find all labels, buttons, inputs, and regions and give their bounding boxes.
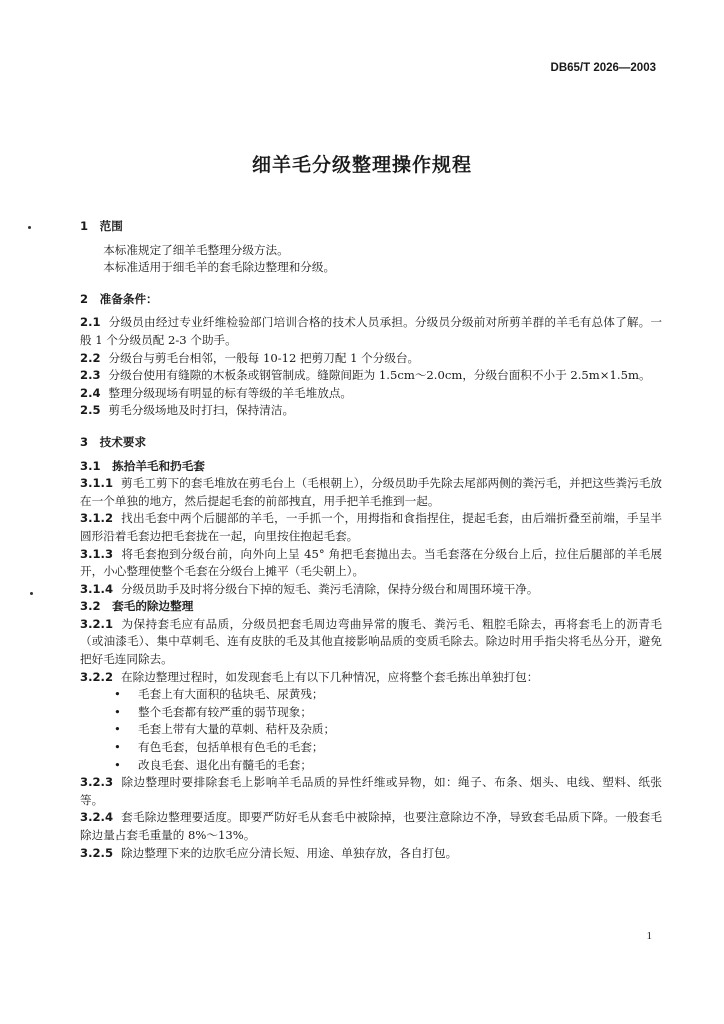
scan-speck	[28, 226, 31, 229]
list-item: • 毛套上有大面积的毡块毛、尿黄残；	[80, 686, 662, 704]
clause-3-1-4: 3.1.4 分级员助手及时将分级台下掉的短毛、粪污毛清除，保持分级台和周围环境干净。	[80, 581, 539, 596]
document-body	[80, 218, 662, 862]
clause-3-2-5: 3.2.5 除边整理下来的边肷毛应分清长短、用途、单独存放，各自打包。	[80, 845, 458, 860]
fleece-exception-list	[80, 686, 662, 774]
list-item: • 毛套上带有大量的草刺、秸杆及杂质；	[80, 721, 662, 739]
section-3-1-heading: 3.1 拣拾羊毛和扔毛套	[80, 458, 205, 473]
clause-3-2-1: 3.2.1 为保持套毛应有品质，分级员把套毛周边弯曲异常的腹毛、粪污毛、粗腔毛除去，再将套毛上的沥青毛（或油漆毛）、集中草刺毛、连有皮肤的毛及其他直接影响品质的变质毛除去。除边时用手指尖将毛丛分开，避免把好毛连同除去。	[80, 616, 662, 667]
clause-2-5: 2.5 剪毛分级场地及时打扫，保持清洁。	[80, 403, 295, 418]
bullet-icon: •	[114, 722, 121, 737]
standard-code: DB65/T 2026—2003	[550, 62, 656, 74]
scan-speck	[30, 592, 33, 595]
bullet-icon: •	[114, 704, 121, 719]
clause-3-2-3: 3.2.3 除边整理时要排除套毛上影响羊毛品质的异性纤维或异物，如：绳子、布条、烟头、电线、塑料、纸张等。	[80, 775, 662, 807]
list-item: • 整个毛套都有较严重的弱节现象；	[80, 704, 662, 722]
clause-2-2: 2.2 分级台与剪毛台相邻，一般每 10-12 把剪刀配 1 个分级台。	[80, 350, 420, 365]
clause-2-4: 2.4 整理分级现场有明显的标有等级的羊毛堆放点。	[80, 385, 353, 400]
clause-3-1-1: 3.1.1 剪毛工剪下的套毛堆放在剪毛台上（毛根朝上），分级员助手先除去尾部两侧的粪污毛，并把这些粪污毛放在一个单独的地方，然后提起毛套的前部拽直，用手把羊毛推到一起。	[80, 476, 662, 508]
section-2-heading: 2 准备条件：	[80, 291, 158, 306]
section-3-2-heading: 3.2 套毛的除边整理	[80, 599, 194, 614]
scope-paragraph-2: 本标准适用于细毛羊的套毛除边整理和分级。	[103, 260, 336, 275]
list-item: • 改良毛套、退化出有髓毛的毛套；	[80, 757, 662, 775]
bullet-icon: •	[114, 687, 121, 702]
list-item: • 有色毛套，包括单根有色毛的毛套；	[80, 739, 662, 757]
document-title: 细羊毛分级整理操作规程	[251, 154, 472, 176]
scope-paragraph-1: 本标准规定了细羊毛整理分级方法。	[103, 242, 289, 257]
section-1-heading: 1 范围	[80, 219, 123, 233]
bullet-icon: •	[114, 740, 121, 755]
clause-2-3: 2.3 分级台使用有缝隙的木板条或钢管制成。缝隙间距为 1.5cm～2.0cm，分级台面积不小于 2.5m×1.5m。	[80, 368, 651, 383]
clause-2-1: 2.1 分级员由经过专业纤维检验部门培训合格的技术人员承担。分级员分级前对所剪羊群的羊毛有总体了解。一般 1 个分级员配 2-3 个助手。	[80, 315, 662, 347]
clause-3-2-2: 3.2.2 在除边整理过程时，如发现套毛上有以下几种情况，应将整个套毛拣出单独打包：	[80, 669, 539, 684]
clause-3-1-3: 3.1.3 将毛套抱到分级台前，向外向上呈 45° 角把毛套抛出去。当毛套落在分级台上后，拉住后腿部的羊毛展开，小心整理使整个毛套在分级台上摊平（毛尖朝上）。	[80, 546, 662, 579]
bullet-icon: •	[114, 757, 121, 772]
clause-3-2-4: 3.2.4 套毛除边整理要适度。即要严防好毛从套毛中被除掉，也要注意除边不净，导致套毛品质下降。一般套毛除边量占套毛重量的 8%～13%。	[80, 810, 662, 842]
clause-3-1-2: 3.1.2 找出毛套中两个后腿部的羊毛，一手抓一个，用拇指和食指捏住，提起毛套，由后端折叠至前端，手呈半圆形沿着毛套边把毛套拢在一起，向里按住抱起毛套。	[80, 511, 662, 543]
page-number: 1	[646, 930, 652, 942]
section-3-heading: 3 技术要求	[80, 434, 147, 449]
